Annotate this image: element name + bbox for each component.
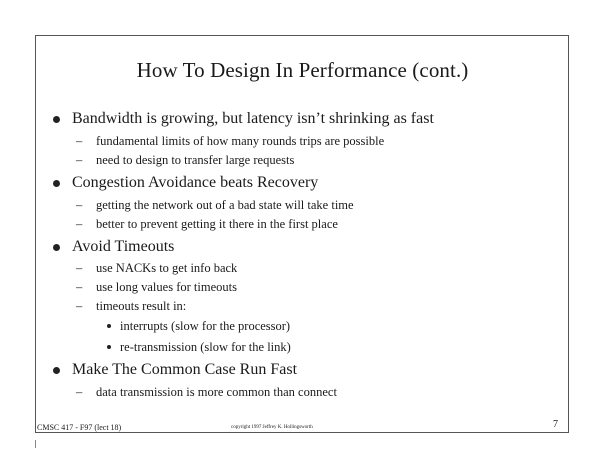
sub-bullet-text: use NACKs to get info back — [96, 261, 238, 275]
sub-bullet-text: use long values for timeouts — [96, 280, 237, 294]
sub-bullet-text: fundamental limits of how many rounds trips are possible — [96, 134, 385, 148]
sub-bullet — [76, 280, 237, 295]
sub-bullet-text: better to prevent getting it there in the first place — [96, 217, 338, 231]
sub-bullet — [76, 299, 187, 314]
sub-bullet-text: getting the network out of a bad state will take time — [96, 198, 354, 212]
sub-bullet — [76, 153, 295, 168]
sub-bullet — [76, 261, 238, 276]
dash-icon: – — [76, 217, 83, 231]
bullet-text: Make The Common Case Run Fast — [72, 361, 298, 378]
bullet-dot-icon — [53, 116, 60, 123]
dash-icon: – — [76, 134, 83, 148]
sub-sub-bullet-text: re-transmission (slow for the link) — [120, 340, 291, 354]
sub-bullet-text: need to design to transfer large requests — [96, 153, 295, 167]
small-dot-icon — [107, 345, 111, 349]
footer-copyright: copyright 1997 Jeffrey K. Hollingsworth — [231, 425, 313, 430]
bullet-text: Avoid Timeouts — [72, 238, 175, 255]
sub-bullet-text: timeouts result in: — [96, 299, 187, 313]
bullet-dot-icon — [53, 244, 60, 251]
bullet-text: Congestion Avoidance beats Recovery — [72, 174, 319, 191]
sub-bullet — [76, 134, 385, 149]
dash-icon: – — [76, 280, 83, 294]
bullet-congestion — [72, 174, 318, 192]
dash-icon: – — [76, 385, 83, 399]
page-number: 7 — [553, 419, 558, 430]
slide-title: How To Design In Performance (cont.) — [136, 58, 469, 82]
bullet-text: Bandwidth is growing, but latency isn’t shrinking as fast — [72, 110, 434, 127]
bullet-timeouts — [72, 238, 174, 256]
dash-icon: – — [76, 261, 83, 275]
footer-course: CMSC 417 - F97 (lect 18) — [37, 423, 122, 432]
sub-sub-bullet-text: interrupts (slow for the processor) — [120, 319, 291, 333]
bullet-common-case — [72, 361, 297, 379]
bullet-dot-icon — [53, 180, 60, 187]
dash-icon: – — [76, 198, 83, 212]
sub-sub-bullet — [120, 340, 291, 355]
sub-bullet-text: data transmission is more common than connect — [96, 385, 337, 399]
bullet-dot-icon — [53, 367, 60, 374]
sub-bullet — [76, 385, 337, 400]
dash-icon: – — [76, 299, 83, 313]
sub-bullet — [76, 198, 354, 213]
corner-mark — [35, 440, 36, 448]
sub-bullet — [76, 217, 338, 232]
small-dot-icon — [107, 324, 111, 328]
sub-sub-bullet — [120, 319, 290, 334]
dash-icon: – — [76, 153, 83, 167]
bullet-bandwidth — [72, 110, 434, 128]
